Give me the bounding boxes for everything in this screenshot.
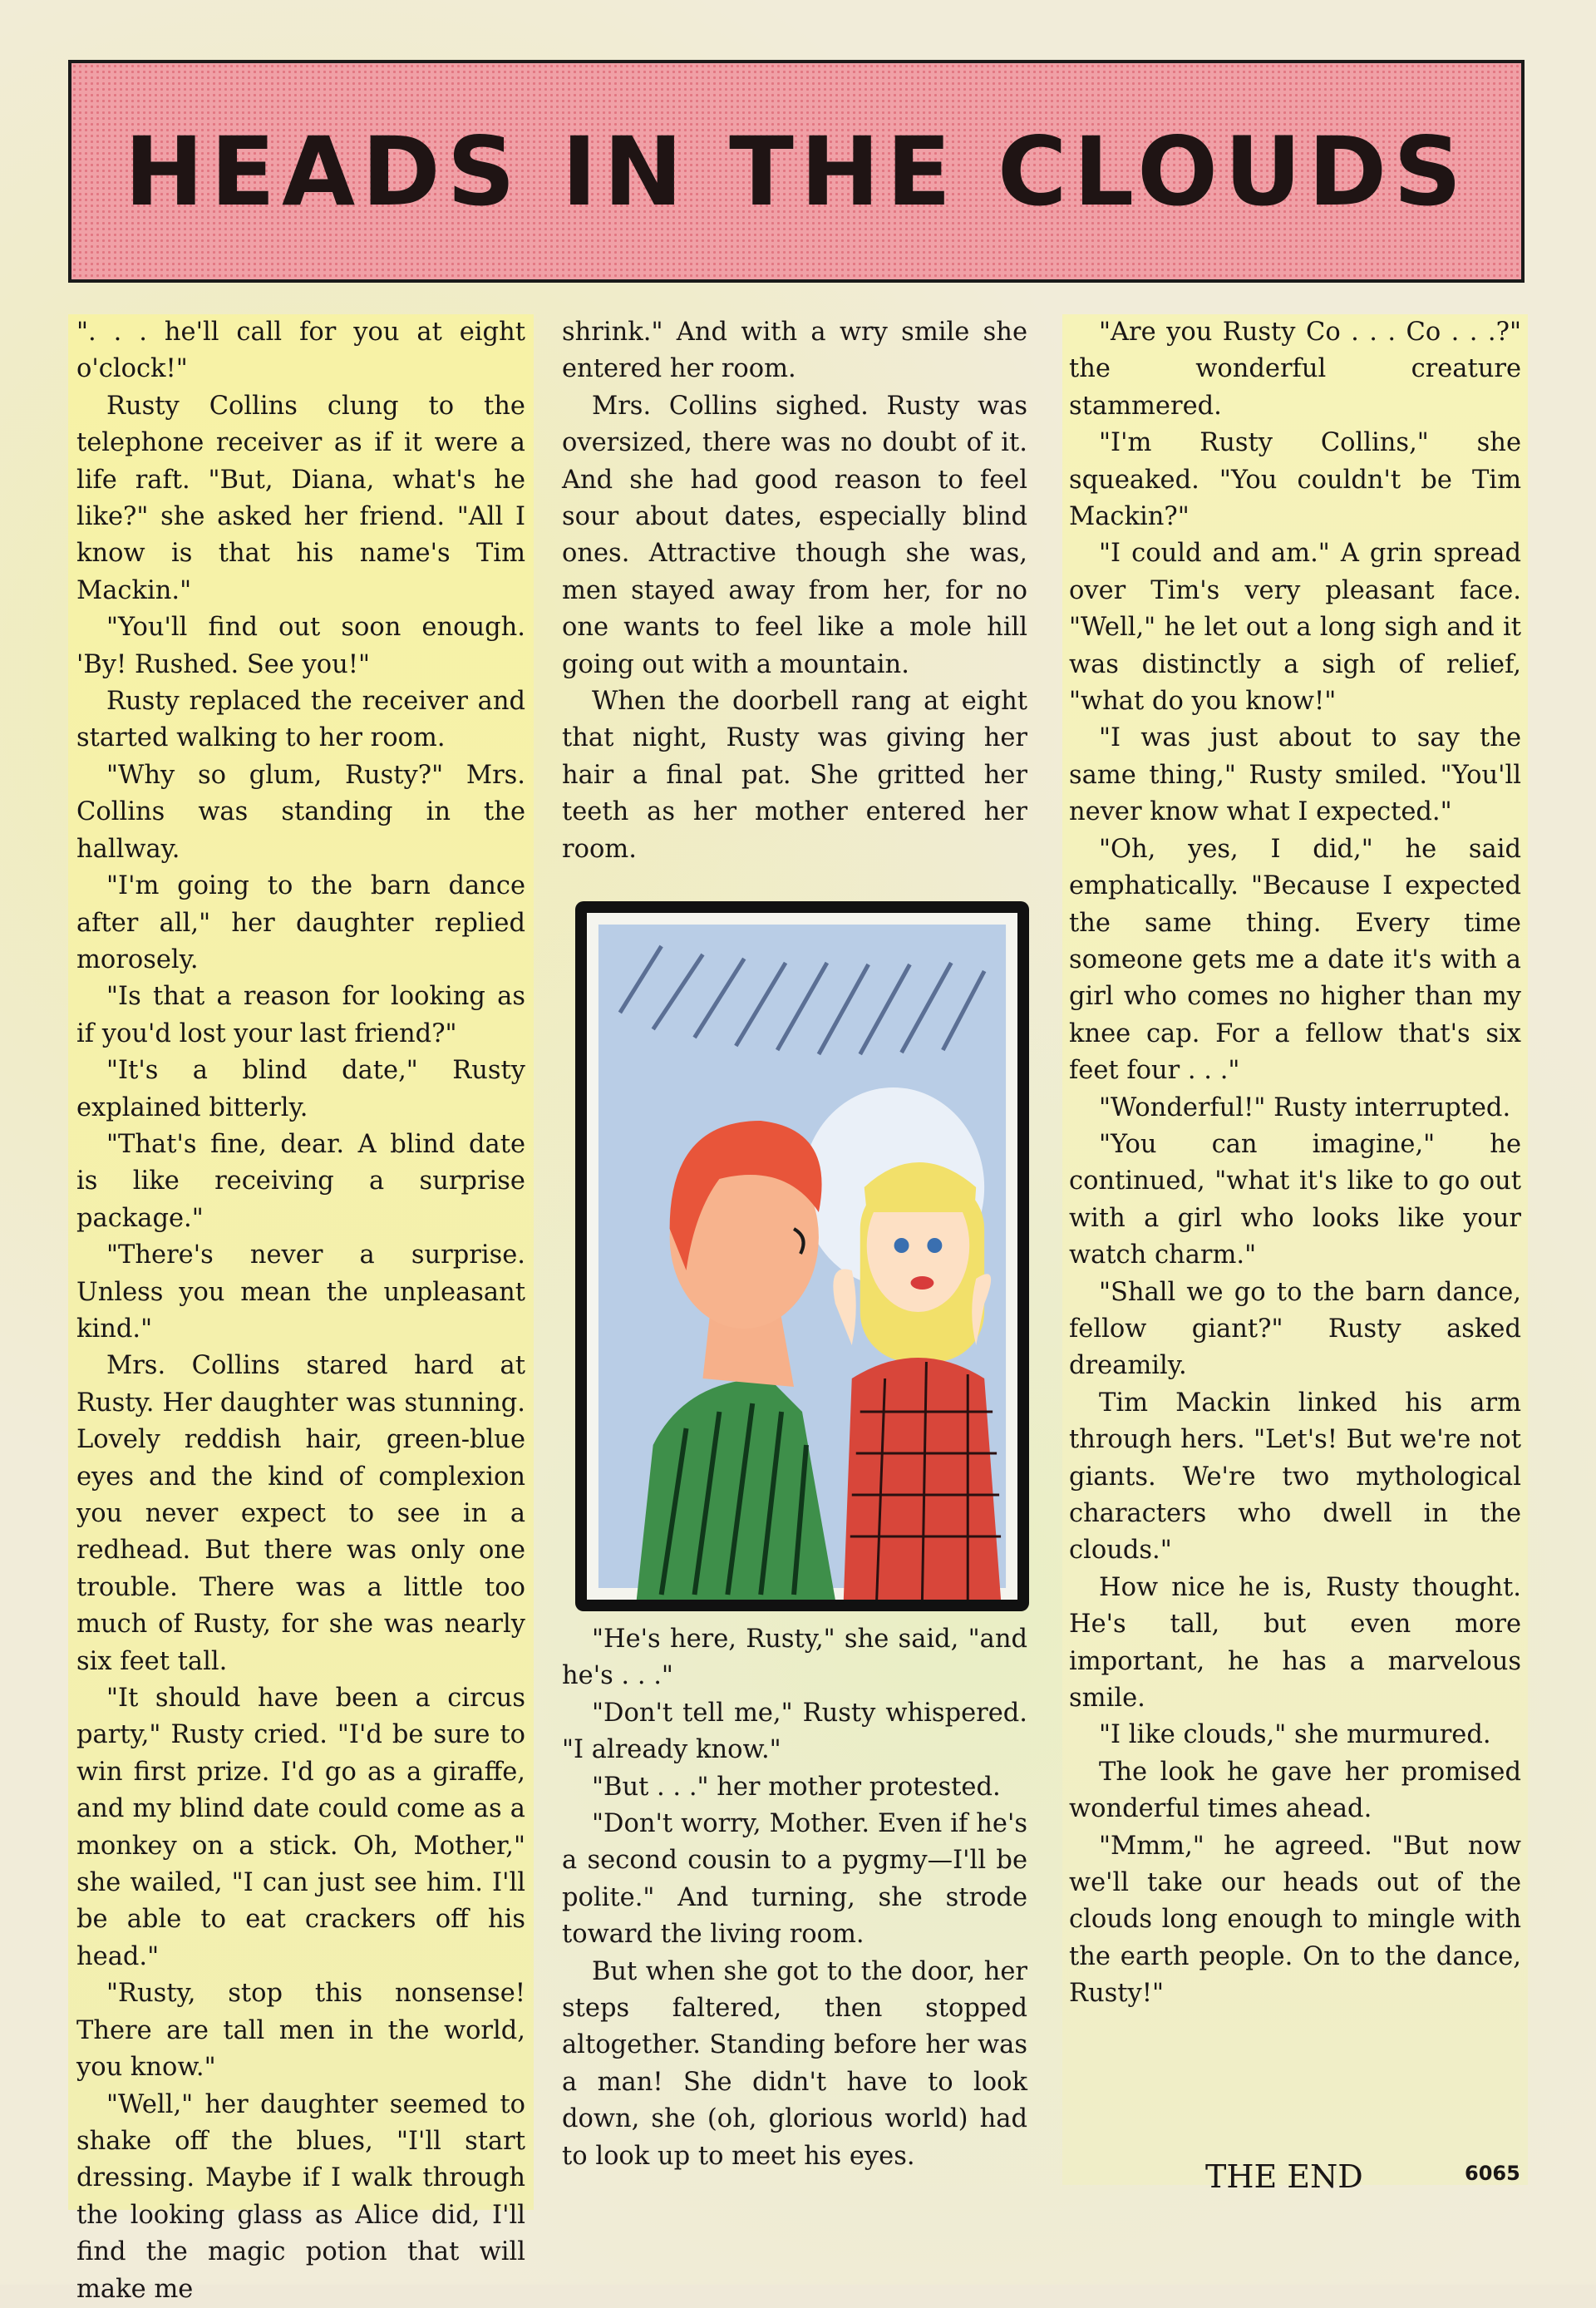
paragraph: How nice he is, Rusty thought. He's tall, but even more important, he has a marvelous smile. [1069, 1572, 1521, 1714]
paragraph: Mrs. Collins sighed. Rusty was oversized, there was no doubt of it. And she had good reason to feel sour about dates, especially blind ones. Attractive though she was, men stayed away from her, for no one wants to feel like a mole hill going out with a mountain. [562, 391, 1027, 679]
paragraph: "I could and am." A grin spread over Tim's very pleasant face. "Well," he let out a long sigh and it was distinctly a sigh of relief, "what do you know!" [1069, 539, 1521, 717]
paragraph: Mrs. Collins stared hard at Rusty. Her daughter was stunning. Lovely reddish hair, green-blue eyes and the kind of complexion you never expect to see in a redhead. But there was only one trouble. There was a little too much of Rusty, for she was nearly six feet tall. [76, 1351, 525, 1676]
text-column-1 [68, 314, 534, 2304]
paragraph: "I like clouds," she murmured. [1099, 1720, 1491, 1750]
paragraph: ". . . he'll call for you at eight o'clock!" [76, 318, 525, 384]
text-column-3 [1062, 314, 1528, 2185]
paragraph: "Shall we go to the barn dance, fellow giant?" Rusty asked dreamily. [1069, 1277, 1521, 1381]
paragraph: "Don't tell me," Rusty whispered. "I already know." [562, 1698, 1027, 1765]
story-illustration [575, 901, 1029, 1611]
paragraph: Rusty Collins clung to the telephone receiver as if it were a life raft. "But, Diana, what's he like?" she asked her friend. "All I know is that his name's Tim Mackin." [76, 391, 525, 605]
paragraph: "Is that a reason for looking as if you'd lost your last friend?" [76, 982, 525, 1048]
couple-illustration [587, 913, 1017, 1600]
paragraph: "It should have been a circus party," Rusty cried. "I'd be sure to win first prize. I'd go as a giraffe, and my blind date could come as a monkey on a stick. Oh, Mother," she wailed, "I can just see him. I'll be able to eat crackers off his head." [76, 1684, 525, 1971]
paragraph: "I was just about to say the same thing," Rusty smiled. "You'll never know what I expected." [1069, 723, 1521, 827]
paragraph: "I'm going to the barn dance after all," her daughter replied morosely. [76, 871, 525, 974]
title-banner [68, 60, 1525, 283]
paragraph: When the doorbell rang at eight that night, Rusty was giving her hair a final pat. She gritted her teeth as her mother entered her room. [562, 687, 1027, 864]
paragraph: "Don't worry, Mother. Even if he's a second cousin to a pygmy—I'll be polite." And turning, she strode toward the living room. [562, 1809, 1027, 1950]
paragraph: "Mmm," he agreed. "But now we'll take our heads out of the clouds long enough to mingle with the earth people. On to the dance, Rusty!" [1069, 1831, 1521, 2009]
paragraph: "Well," her daughter seemed to shake off the blues, "I'll start dressing. Maybe if I walk through the looking glass as Alice did, I'll find the magic potion that will make me [76, 2089, 525, 2304]
paragraph: "It's a blind date," Rusty explained bitterly. [76, 1056, 525, 1122]
paragraph: "There's never a surprise. Unless you mean the unpleasant kind." [76, 1240, 525, 1344]
paragraph: "Rusty, stop this nonsense! There are tall men in the world, you know." [76, 1979, 525, 2083]
paragraph: "You can imagine," he continued, "what it's like to go out with a girl who looks like your watch charm." [1069, 1129, 1521, 1270]
paragraph: "Why so glum, Rusty?" Mrs. Collins was standing in the hallway. [76, 760, 525, 864]
paragraph: shrink." And with a wry smile she entered her room. [562, 318, 1027, 384]
text-column-2 [562, 314, 1027, 868]
the-end-label: THE END [1205, 2158, 1363, 2195]
paragraph: "He's here, Rusty," she said, "and he's . . ." [562, 1625, 1027, 1691]
paragraph: "You'll find out soon enough. 'By! Rushed. See you!" [76, 613, 525, 679]
paragraph: "Are you Rusty Co . . . Co . . .?" the wonderful creature stammered. [1069, 318, 1521, 421]
text-column-2-lower [562, 1621, 1027, 2175]
paragraph: Tim Mackin linked his arm through hers. "Let's! But we're not giants. We're two mythological characters who dwell in the clouds." [1069, 1388, 1521, 1566]
paragraph: "But . . ." her mother protested. [592, 1772, 1001, 1802]
paragraph: "Wonderful!" Rusty interrupted. [1099, 1092, 1511, 1122]
story-title: HEADS IN THE CLOUDS [124, 116, 1469, 227]
paragraph: But when she got to the door, her steps faltered, then stopped altogether. Standing before her was a man! She didn't have to look down, she (oh, glorious world) had to look up to meet his eyes. [562, 1956, 1027, 2171]
page-code: 6065 [1465, 2162, 1520, 2185]
paragraph: "I'm Rusty Collins," she squeaked. "You couldn't be Tim Mackin?" [1069, 428, 1521, 532]
paragraph: Rusty replaced the receiver and started walking to her room. [76, 687, 525, 753]
paragraph: The look he gave her promised wonderful times ahead. [1069, 1757, 1521, 1824]
paragraph: "Oh, yes, I did," he said emphatically. "Because I expected the same thing. Every time someone gets me a date it's with a girl who comes no higher than my knee cap. For a fellow that's six feet four . . ." [1069, 834, 1521, 1086]
paragraph: "That's fine, dear. A blind date is like receiving a surprise package." [76, 1129, 525, 1233]
